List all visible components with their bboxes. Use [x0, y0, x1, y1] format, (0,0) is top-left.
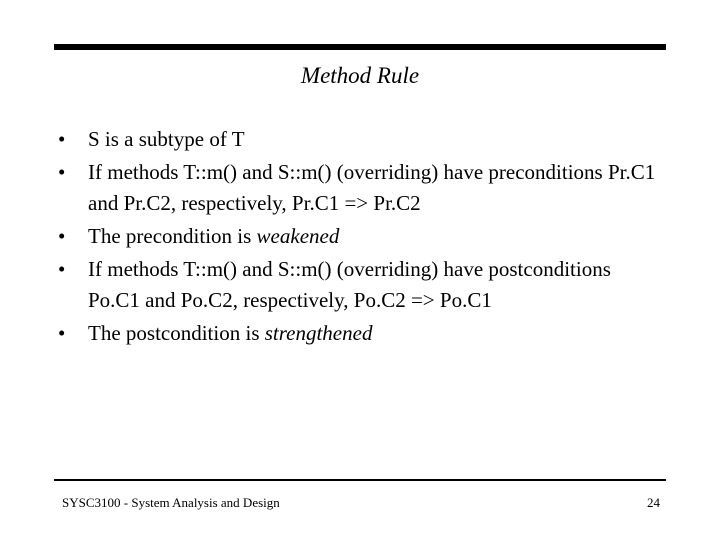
bullet-marker: • [58, 321, 66, 345]
top-rule [54, 44, 666, 50]
slide-title: Method Rule [300, 63, 420, 88]
bullet-marker: • [58, 257, 66, 281]
bullet-list [58, 124, 668, 351]
bullet-emphasis: weakened [256, 224, 340, 248]
bullet-item [58, 254, 668, 316]
bullet-text: S is a subtype of T [88, 127, 245, 151]
bullet-text: The postcondition is [88, 321, 265, 345]
bullet-marker: • [58, 160, 66, 184]
bullet-item [58, 157, 668, 219]
bullet-marker: • [58, 224, 66, 248]
bullet-text: The precondition is [88, 224, 257, 248]
bullet-item [58, 221, 668, 252]
bullet-marker: • [58, 127, 66, 151]
footer-course: SYSC3100 - System Analysis and Design [62, 495, 280, 510]
bullet-emphasis: strengthened [264, 321, 373, 345]
footer-page-number: 24 [647, 495, 660, 510]
bullet-item [58, 318, 668, 349]
bottom-rule [54, 479, 666, 481]
bullet-text: If methods T::m() and S::m() (overriding) have postconditions Po.C1 and Po.C2, respectively, Po.C2 => Po.C1 [88, 257, 611, 312]
bullet-text: If methods T::m() and S::m() (overriding) have preconditions Pr.C1 and Pr.C2, respectively, Pr.C1 => Pr.C2 [88, 160, 656, 215]
bullet-item [58, 124, 668, 155]
